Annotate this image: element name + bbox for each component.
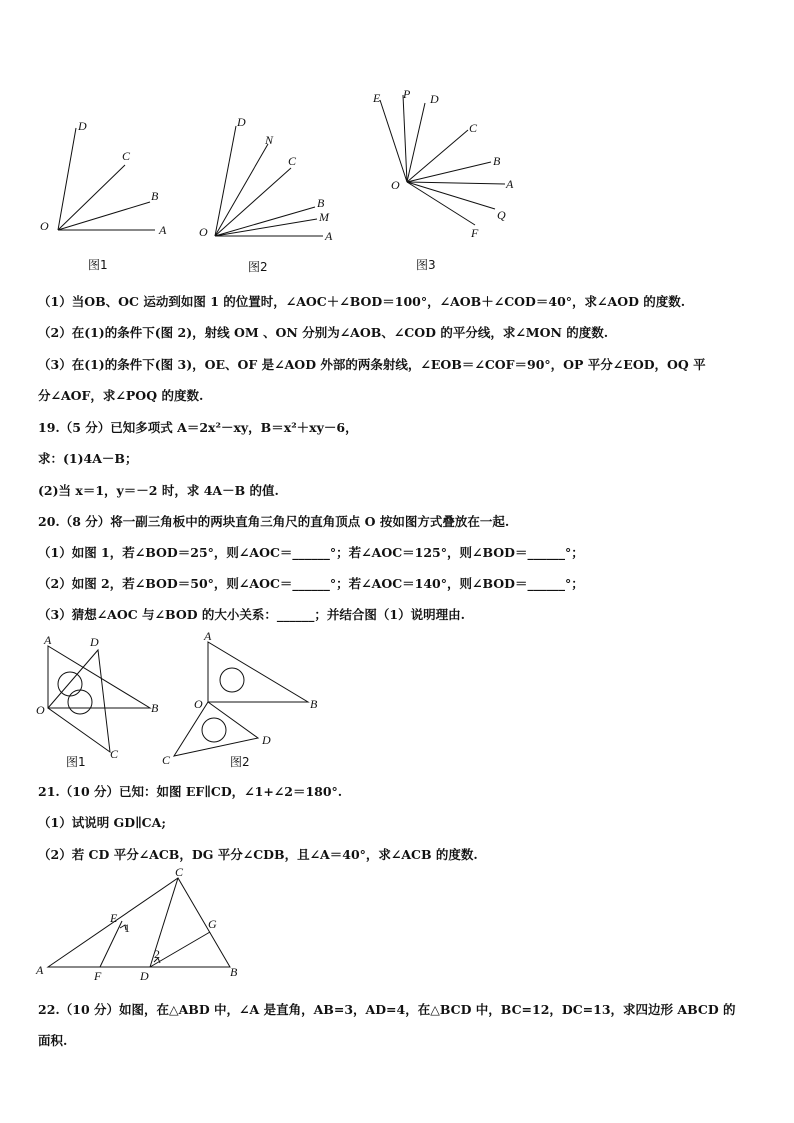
q20-caption-1: 图1 xyxy=(66,755,86,769)
label-b: B xyxy=(151,701,159,715)
label-c: C xyxy=(110,747,119,761)
q18-caption-1: 图1 xyxy=(88,258,108,272)
label-b: B xyxy=(151,189,159,203)
ray-oc xyxy=(407,130,468,182)
q19-ask-2: (2)当 x＝1，y＝－2 时，求 4A－B 的值. xyxy=(38,483,279,498)
label-d: D xyxy=(430,92,439,106)
label-c: C xyxy=(162,753,171,767)
q19-ask-1: 求：(1)4A－B； xyxy=(38,451,138,466)
ray-of xyxy=(407,182,475,225)
label-1: 1 xyxy=(124,921,130,935)
label-e: E xyxy=(110,911,118,925)
ray-on xyxy=(215,144,268,236)
ray-oa xyxy=(407,182,505,184)
label-d: D xyxy=(262,733,271,747)
label-b: B xyxy=(230,965,238,979)
right-angle-mark-1 xyxy=(220,668,244,692)
label-b: B xyxy=(310,697,318,711)
label-2: 2 xyxy=(154,947,160,961)
label-a: A xyxy=(204,629,212,643)
label-a: A xyxy=(325,229,333,243)
q18-part-3a: （3）在(1)的条件下(图 3)，OE、OF 是∠AOD 外部的两条射线，∠EOB＝∠COF＝90°，OP 平分∠EOD，OQ 平 xyxy=(38,357,706,372)
label-a: A xyxy=(506,177,514,191)
ray-op xyxy=(403,95,407,182)
ray-od xyxy=(407,103,425,182)
q18-part-2: （2）在(1)的条件下(图 2)，射线 OM 、ON 分别为∠AOB、∠COD 的平分线，求∠MON 的度数. xyxy=(38,325,609,340)
label-p: P xyxy=(403,87,411,101)
q21-part-2: （2）若 CD 平分∠ACB，DG 平分∠CDB，且∠A＝40°，求∠ACB 的度数. xyxy=(38,847,478,862)
q22-line-2: 面积. xyxy=(38,1033,68,1048)
label-n: N xyxy=(265,133,274,147)
q20-part-1: （1）如图 1，若∠BOD＝25°，则∠AOC＝______°；若∠AOC＝125°，则∠BOD＝______°； xyxy=(38,545,584,560)
label-d: D xyxy=(90,635,99,649)
q18-figure-1 xyxy=(30,110,180,245)
label-o: O xyxy=(40,219,49,233)
label-d: D xyxy=(78,119,87,133)
q18-caption-2: 图2 xyxy=(248,260,268,274)
q20-figure-2 xyxy=(160,630,330,765)
label-c: C xyxy=(122,149,131,163)
triangle-cod xyxy=(174,702,258,756)
q21-part-1: （1）试说明 GD∥CA; xyxy=(38,815,166,830)
right-angle-mark-2 xyxy=(202,718,226,742)
segment-ef xyxy=(100,921,122,967)
label-o: O xyxy=(199,225,208,239)
q21-title: 21.（10 分）已知：如图 EF∥CD，∠1+∠2＝180°. xyxy=(38,784,343,799)
q18-part-1: （1）当OB、OC 运动到如图 1 的位置时，∠AOC＋∠BOD＝100°，∠AOB＋∠COD＝40°，求∠AOD 的度数. xyxy=(38,294,686,309)
label-d: D xyxy=(140,969,149,983)
q21-figure xyxy=(30,866,250,981)
right-angle-mark-2 xyxy=(68,690,92,714)
label-f: F xyxy=(471,226,479,240)
triangle-abc xyxy=(48,878,230,967)
label-m: M xyxy=(319,210,329,224)
label-d: D xyxy=(237,115,246,129)
label-g: G xyxy=(208,917,217,931)
q20-part-2: （2）如图 2，若∠BOD＝50°，则∠AOC＝______°；若∠AOC＝140°，则∠BOD＝______°； xyxy=(38,576,584,591)
label-a: A xyxy=(44,633,52,647)
label-o: O xyxy=(391,178,400,192)
q20-part-3: （3）猜想∠AOC 与∠BOD 的大小关系：______；并结合图（1）说明理由. xyxy=(38,607,465,622)
label-b: B xyxy=(317,196,325,210)
label-a: A xyxy=(36,963,44,977)
label-f: F xyxy=(94,969,102,983)
q18-figure-2 xyxy=(195,112,345,247)
q20-title: 20.（8 分）将一副三角板中的两块直角三角尺的直角顶点 O 按如图方式叠放在一起. xyxy=(38,514,510,529)
ray-ob xyxy=(407,162,491,182)
q18-part-3b: 分∠AOF，求∠POQ 的度数. xyxy=(38,388,204,403)
ray-oq xyxy=(407,182,495,209)
label-c: C xyxy=(469,121,478,135)
q18-figure-3 xyxy=(373,85,535,245)
q20-figure-1 xyxy=(30,632,170,762)
right-angle-mark-1 xyxy=(58,672,82,696)
q19-title: 19.（5 分）已知多项式 A＝2x²－xy，B＝x²＋xy－6， xyxy=(38,420,358,435)
label-o: O xyxy=(36,703,45,717)
label-e: E xyxy=(373,91,381,105)
ray-oe xyxy=(380,100,407,182)
q20-caption-2: 图2 xyxy=(230,755,250,769)
label-o: O xyxy=(194,697,203,711)
q22-line-1: 22.（10 分）如图，在△ABD 中，∠A 是直角，AB=3，AD=4，在△BCD 中，BC=12，DC=13，求四边形 ABCD 的 xyxy=(38,1002,736,1017)
label-c: C xyxy=(288,154,297,168)
label-c: C xyxy=(175,865,184,879)
label-b: B xyxy=(493,154,501,168)
q18-caption-3: 图3 xyxy=(416,258,436,272)
label-q: Q xyxy=(497,208,506,222)
label-a: A xyxy=(159,223,167,237)
